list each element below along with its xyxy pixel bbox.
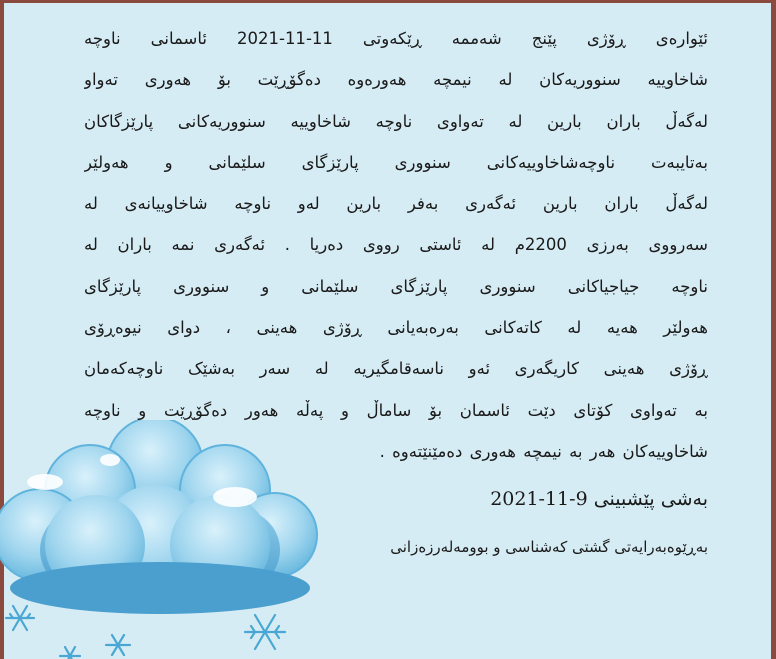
signature: بەڕێوەبەرایەتی گشتی کەشناسی و بوومەلەرزەزانی: [390, 538, 708, 556]
forecast-line: شاخاوییە سنووریەکان لە نیمچە هەورەوە دەگۆڕێت بۆ هەوری تەواو: [84, 70, 708, 90]
forecast-line: سەرووی بەرزی 2200م لە ئاستی رووی دەریا . ئەگەری نمە باران لە: [84, 235, 708, 255]
forecast-line: ئێوارەی ڕۆژی پێنج شەممە ڕێکەوتی 11-11-2021 ئاسمانی ناوچە: [84, 29, 708, 48]
forecast-line: لەگەڵ باران بارین لە تەواوی ناوچە شاخاوییە سنووریەکانی پارێزگاکان: [84, 111, 708, 131]
snowflake-icon: [6, 606, 285, 659]
forecast-line: شاخاوییەکان هەر بە نیمچە هەوری دەمێنێتەوە .: [379, 441, 708, 461]
forecast-line: ڕۆژی هەینی کاریگەری ئەو ناسەقامگیریە لە سەر بەشێک ناوچەکەمان: [84, 359, 708, 379]
forecast-text: [84, 18, 708, 472]
frame-border-top: [0, 0, 776, 3]
forecast-line: هەولێر هەیە لە کاتەکانی بەرەبەیانی ڕۆژی هەینی ، دوای نیوەڕۆی: [84, 318, 708, 338]
forecast-line: لەگەڵ باران بارین ئەگەری بەفر بارین لەو ناوچە شاخاوییانەی لە: [84, 194, 708, 214]
frame-border-right: [771, 0, 776, 659]
forecast-line: بەتایبەت ناوچەشاخاوییەکانی سنووری پارێزگای سلێمانی و هەولێر: [84, 152, 708, 172]
forecast-line: ناوچە جیاجیاکانی سنووری پارێزگای سلێمانی و سنووری پارێزگای: [84, 276, 708, 296]
forecast-line: بە تەواوی کۆتای دێت ئاسمان بۆ ساماڵ و پەڵە هەور دەگۆڕێت و ناوچە: [84, 400, 708, 420]
date-line: بەشی پێشبینی 9-11-2021: [490, 488, 708, 510]
